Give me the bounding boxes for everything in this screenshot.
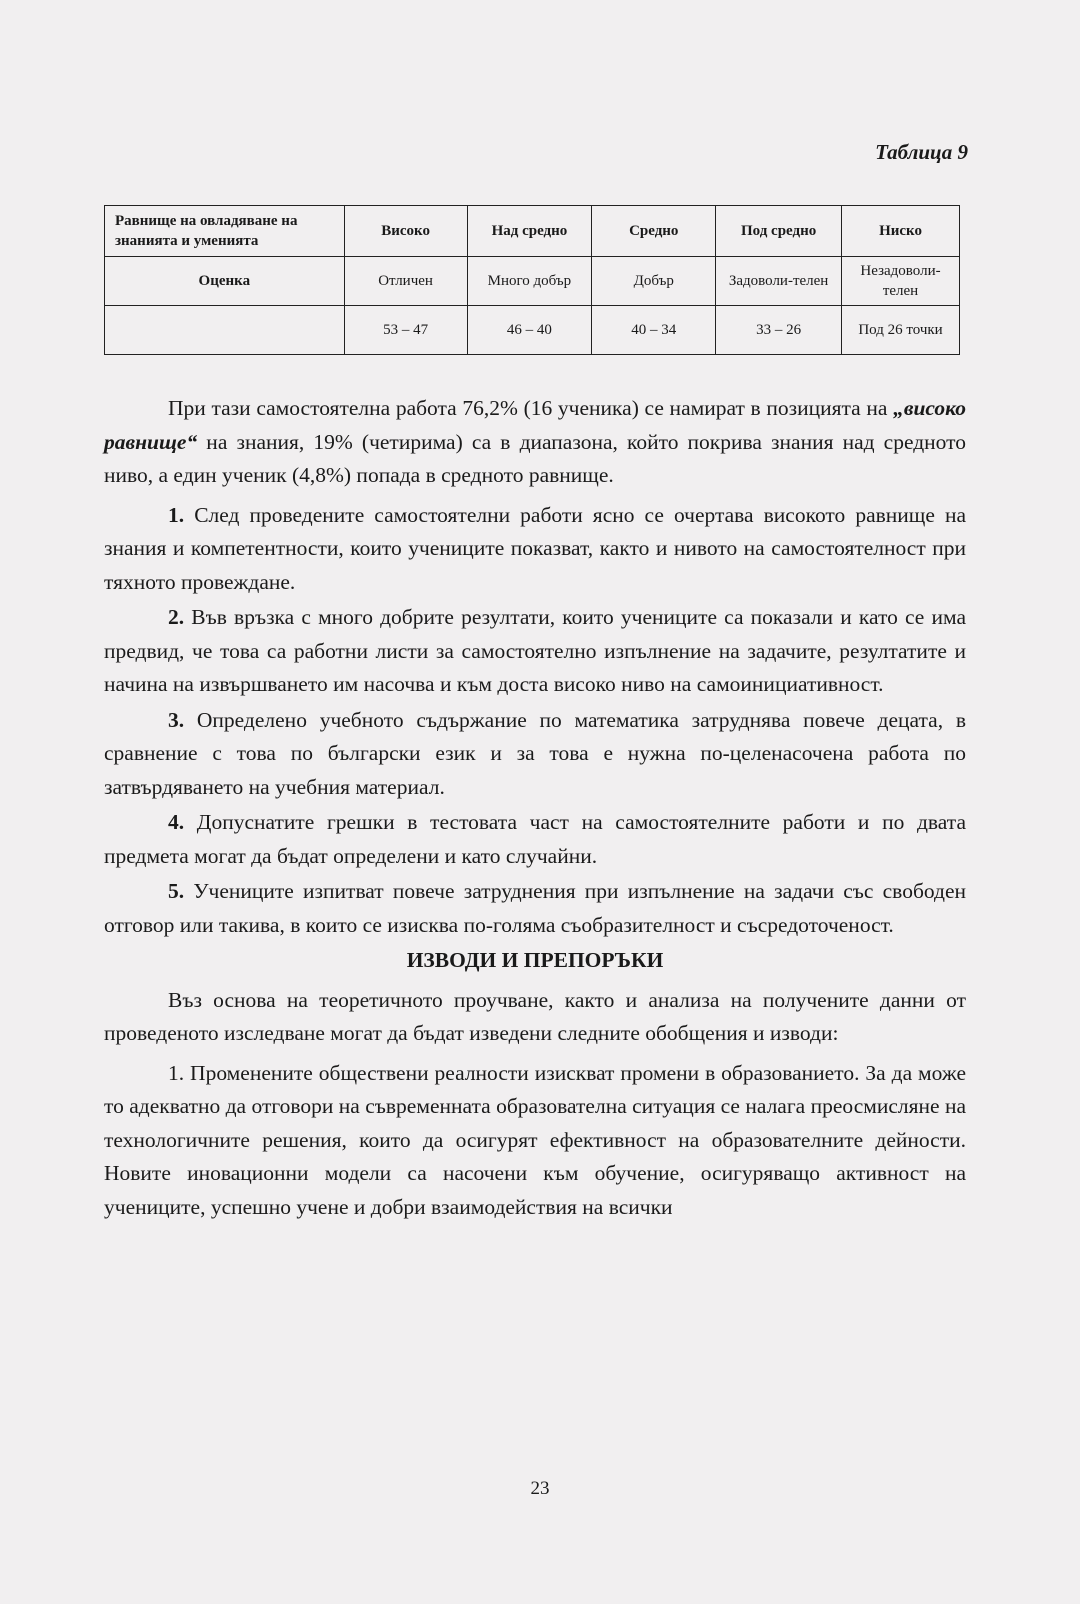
table-row <box>105 257 960 306</box>
table-header-cell: Над средно <box>467 206 592 257</box>
page-number: 23 <box>530 1478 550 1499</box>
point-5: 5. Учениците изпитват повече затруднения при изпълнение на задачи със свободен отговор или такива, в които се изисква по-голяма съобразителност и съсредоточеност. <box>104 879 966 937</box>
table-cell: Под 26 точки <box>842 306 960 355</box>
table-header-cell: Високо <box>344 206 467 257</box>
table-header-cell: Средно <box>592 206 716 257</box>
table-cell: 46 – 40 <box>467 306 592 355</box>
table-row-label <box>105 306 345 355</box>
conclusion-1: 1. Променените обществени реалности изискват промени в образованието. За да може то адекватно да отговори на съвременната образователна ситуация се налага преосмисляне на технологичните решения, които да осигурят ефективност на образователните дейности. Новите иновационни модели са насочени към обучение, осигуряващо активност на учениците, успешно учене и добри взаимодействия на всички <box>104 1060 966 1219</box>
table-row <box>105 306 960 355</box>
table-cell: 40 – 34 <box>592 306 716 355</box>
point-2: 2. Във връзка с много добрите резултати, които учениците са показали и като се има предвид, че това са работни листи за самостоятелно изпълнение на задачите, резултатите и начина на извършването им насочва и към доста високо ниво на самоинициативност. <box>104 605 966 696</box>
table-cell: 33 – 26 <box>716 306 842 355</box>
table-caption: Таблица 9 <box>875 140 968 164</box>
section-heading: ИЗВОДИ И ПРЕПОРЪКИ <box>406 948 664 972</box>
table-header-cell: Под средно <box>716 206 842 257</box>
table-cell: Добър <box>592 257 716 306</box>
table-cell: Незадоволи-телен <box>842 257 960 306</box>
intro-paragraph: При тази самостоятелна работа 76,2% (16 ученика) се намират в позицията на „високо равнище“ на знания, 19% (четирима) са в диапазона, който покрива знания над средното ниво, а един ученик (4,8%) попада в средното равнище. <box>104 396 966 487</box>
table-row <box>105 206 960 257</box>
table-header-label: Равнище на овладяване на знанията и уменията <box>105 206 345 257</box>
table-cell: Отличен <box>344 257 467 306</box>
table-row-label: Оценка <box>105 257 345 306</box>
table-header-cell: Ниско <box>842 206 960 257</box>
section-intro: Въз основа на теоретичното проучване, както и анализа на получените данни от проведеното изследване могат да бъдат изведени следните обобщения и изводи: <box>104 987 966 1045</box>
emphasis-text: „високо равнище“ <box>104 396 966 454</box>
body-text <box>104 392 966 1230</box>
point-3: 3. Определено учебното съдържание по математика затруднява повече децата, в сравнение с това по български език и за това е нужна по-целенасочена работа по затвърдяването на учебния материал. <box>104 707 967 799</box>
table-cell: 53 – 47 <box>344 306 467 355</box>
table-cell: Задоволи-телен <box>716 257 842 306</box>
achievement-table <box>104 205 960 355</box>
table-cell: Много добър <box>467 257 592 306</box>
point-1: 1. След проведените самостоятелни работи ясно се очертава високото равнище на знания и компетентности, които учениците показват, както и нивото на самостоятелност при тяхното провеждане. <box>104 502 966 594</box>
point-4: 4. Допуснатите грешки в тестовата част на самостоятелните работи и по двата предмета могат да бъдат определени и като случайни. <box>104 810 966 868</box>
